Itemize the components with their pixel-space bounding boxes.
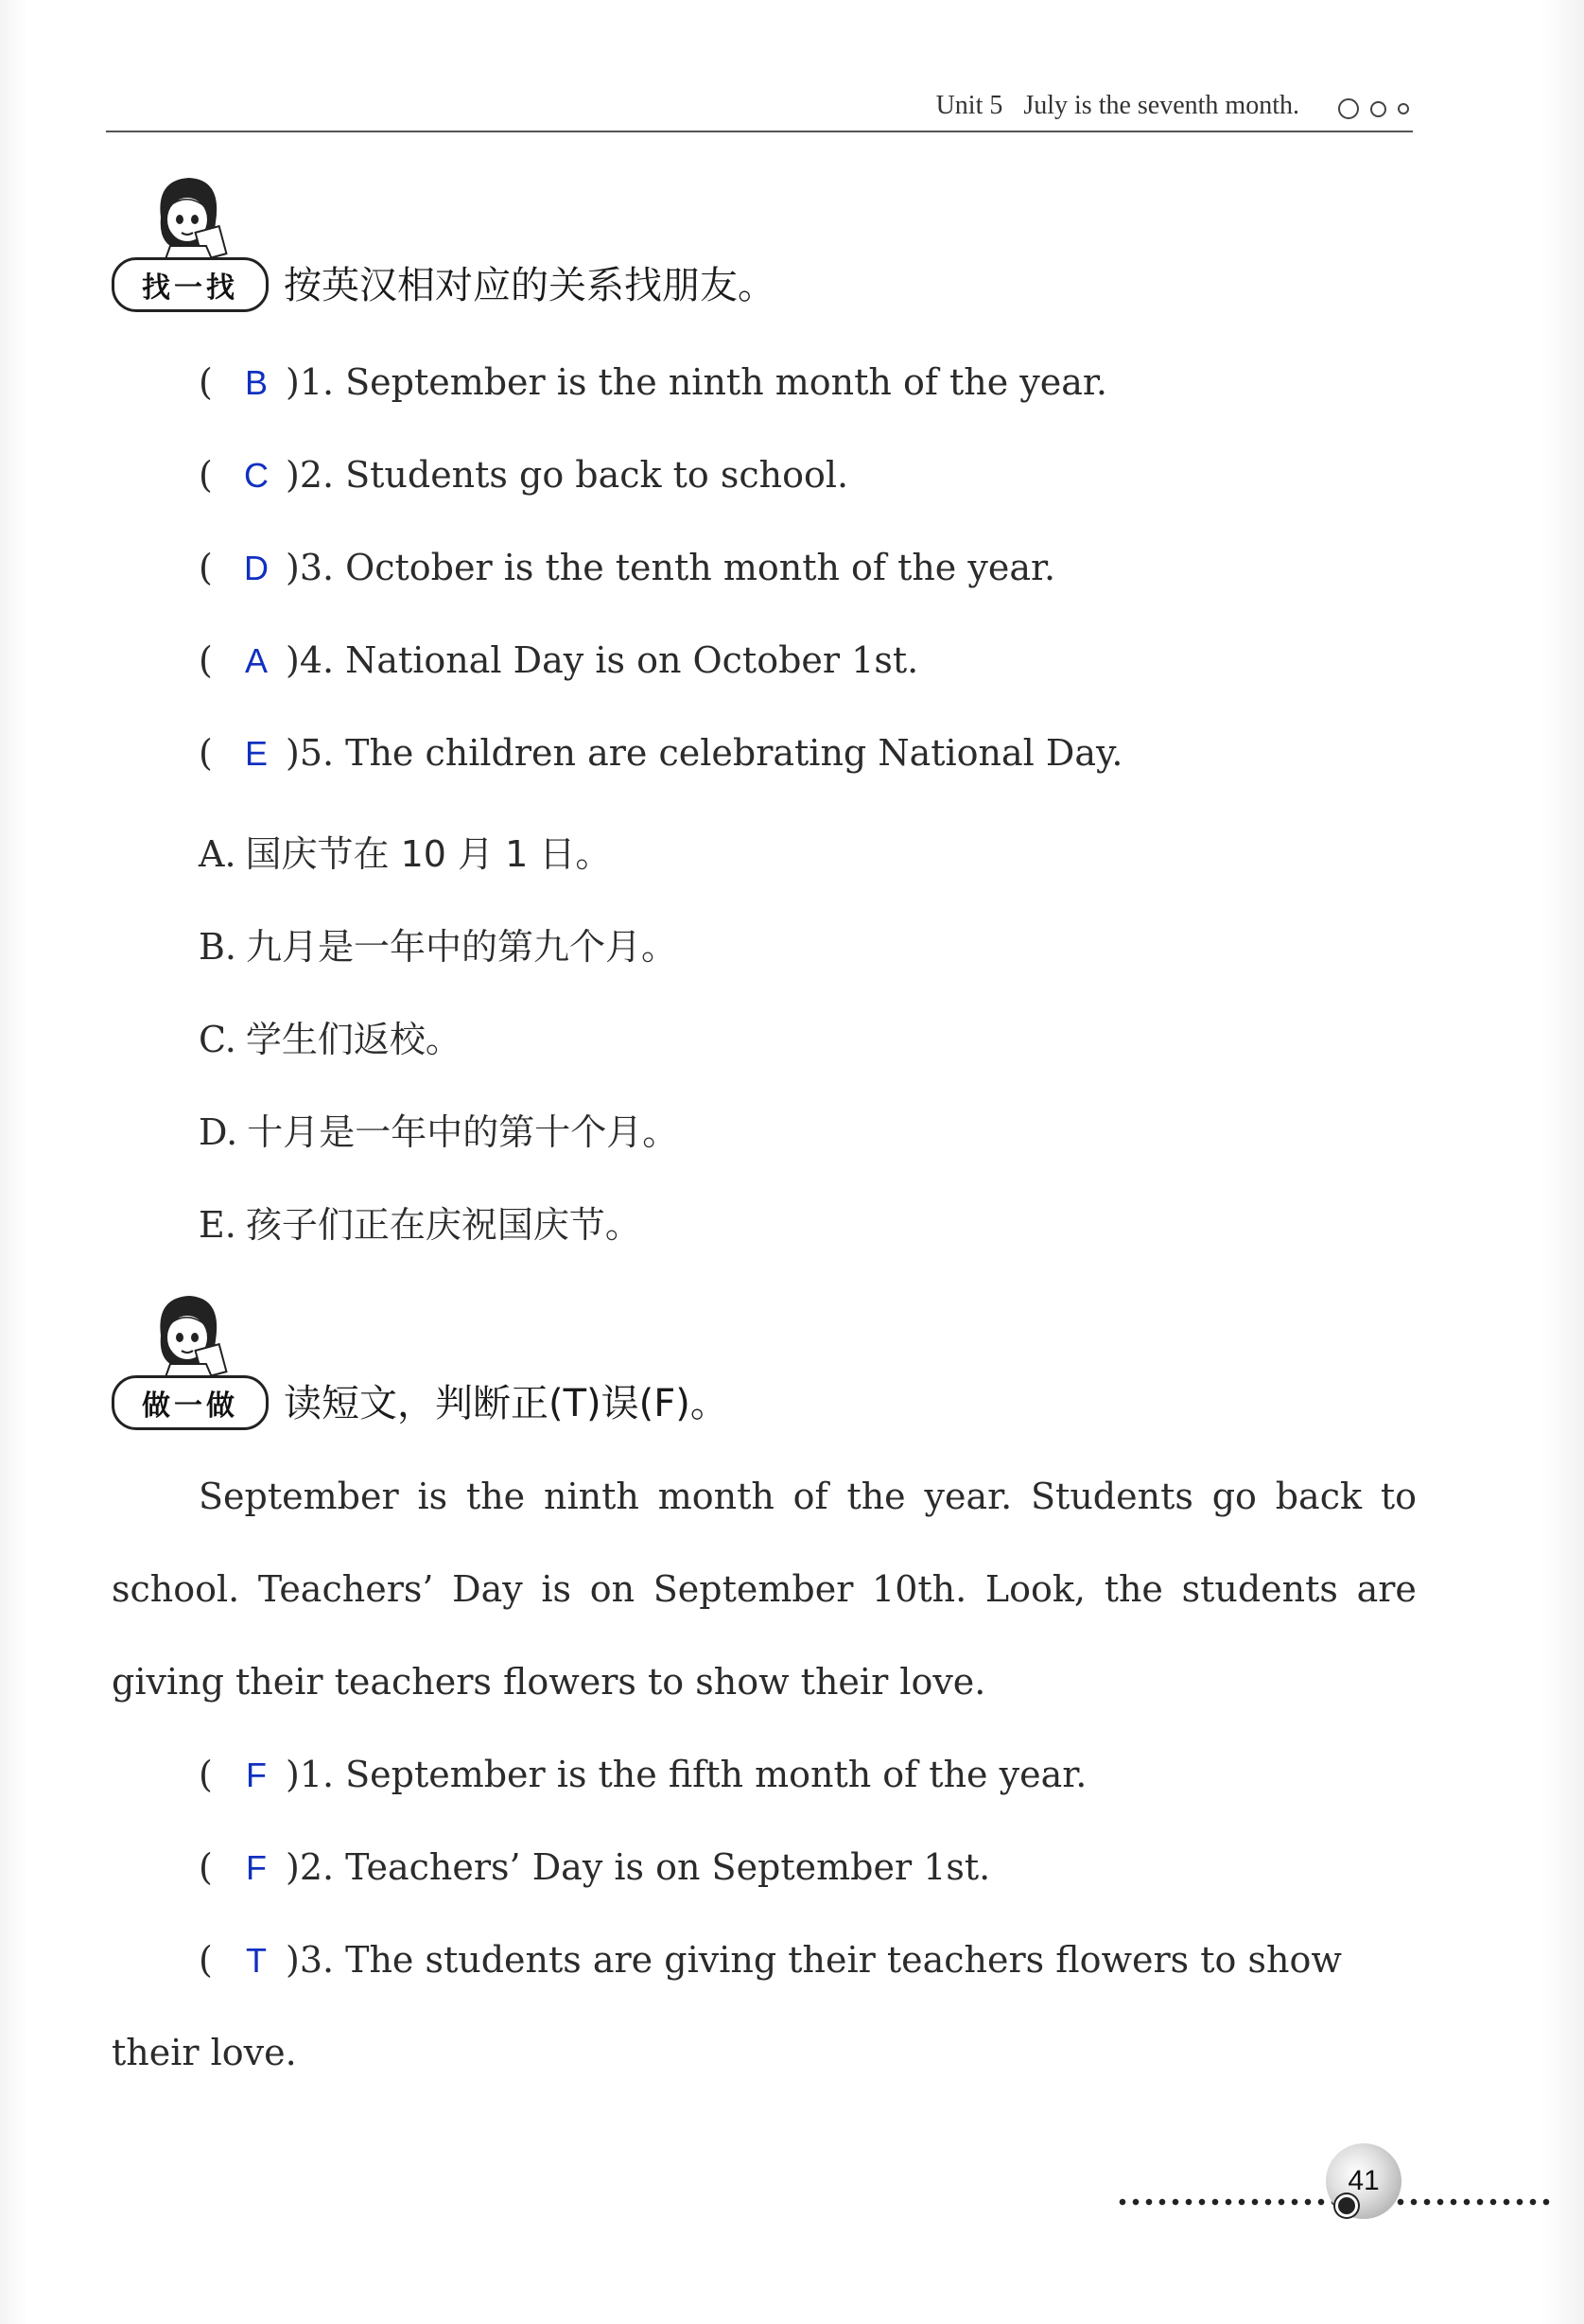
unit-title: July is the seventh month. — [1023, 91, 1299, 120]
option-b: B. 九月是一年中的第九个月。 — [199, 926, 678, 968]
option-c: C. 学生们返校。 — [199, 1019, 461, 1060]
answer: A — [244, 641, 268, 680]
question-text: September is the ninth month of the year. — [345, 361, 1107, 403]
circle-medium-icon — [1370, 101, 1386, 117]
option-d: D. 十月是一年中的第十个月。 — [199, 1111, 679, 1153]
tf-question-2: ( F )2. Teachers’ Day is on September 1st. — [199, 1846, 991, 1888]
page-header — [106, 87, 1413, 134]
question-text: National Day is on October 1st. — [345, 639, 919, 681]
tf-question-3: ( T )3. The students are giving their teachers flowers to show — [199, 1939, 1342, 1981]
question-text: The students are giving their teachers flowers to show — [345, 1939, 1342, 1981]
matching-question-4: ( A )4. National Day is on October 1st. — [199, 639, 919, 681]
question-text: September is the fifth month of the year. — [345, 1754, 1088, 1795]
ball-icon — [1335, 2194, 1358, 2217]
section1-header — [106, 170, 1052, 312]
section2-instruction: 读短文，判断正(T)误(F)。 — [284, 1382, 728, 1425]
section1-badge: 找一找 — [112, 257, 269, 312]
answer: D — [244, 549, 269, 587]
matching-question-1: ( B )1. September is the ninth month of the year. — [199, 361, 1107, 403]
option-a: A. 国庆节在 10 月 1 日。 — [199, 833, 612, 875]
tf-question-3-continuation: their love. — [112, 2032, 297, 2073]
section1-instruction: 按英汉相对应的关系找朋友。 — [284, 264, 775, 307]
header-divider — [106, 131, 1413, 132]
section2-badge: 做一做 — [112, 1375, 269, 1430]
matching-question-2: ( C )2. Students go back to school. — [199, 454, 849, 496]
answer: F — [246, 1756, 267, 1794]
matching-question-3: ( D )3. October is the tenth month of the year. — [199, 547, 1056, 588]
tf-question-1: ( F )1. September is the fifth month of the year. — [199, 1754, 1088, 1795]
question-text: Students go back to school. — [345, 454, 849, 496]
answer: C — [244, 456, 269, 495]
unit-label: Unit 5 — [935, 91, 1003, 120]
question-text: Teachers’ Day is on September 1st. — [345, 1846, 991, 1888]
passage-line-1: September is the ninth month of the year. Students go back to — [199, 1476, 1417, 1517]
header-title — [936, 91, 1299, 121]
question-text: October is the tenth month of the year. — [345, 547, 1056, 588]
answer: F — [246, 1848, 267, 1887]
option-e: E. 孩子们正在庆祝国庆节。 — [199, 1204, 641, 1246]
page-footer — [1116, 2138, 1551, 2223]
page-number: 41 — [1326, 2143, 1401, 2219]
answer: E — [244, 734, 268, 773]
section2-header — [106, 1288, 1052, 1430]
header-circles-icon — [1338, 98, 1409, 119]
passage-line-2: school. Teachers’ Day is on September 10th. Look, the students are — [112, 1568, 1417, 1610]
matching-question-5: ( E )5. The children are celebrating National Day. — [199, 732, 1123, 774]
passage-line-3: giving their teachers flowers to show their love. — [112, 1661, 986, 1703]
question-text: The children are celebrating National Day. — [345, 732, 1123, 774]
answer: T — [246, 1941, 267, 1980]
answer: B — [244, 363, 268, 402]
circle-large-icon — [1338, 98, 1359, 119]
circle-small-icon — [1398, 103, 1409, 114]
